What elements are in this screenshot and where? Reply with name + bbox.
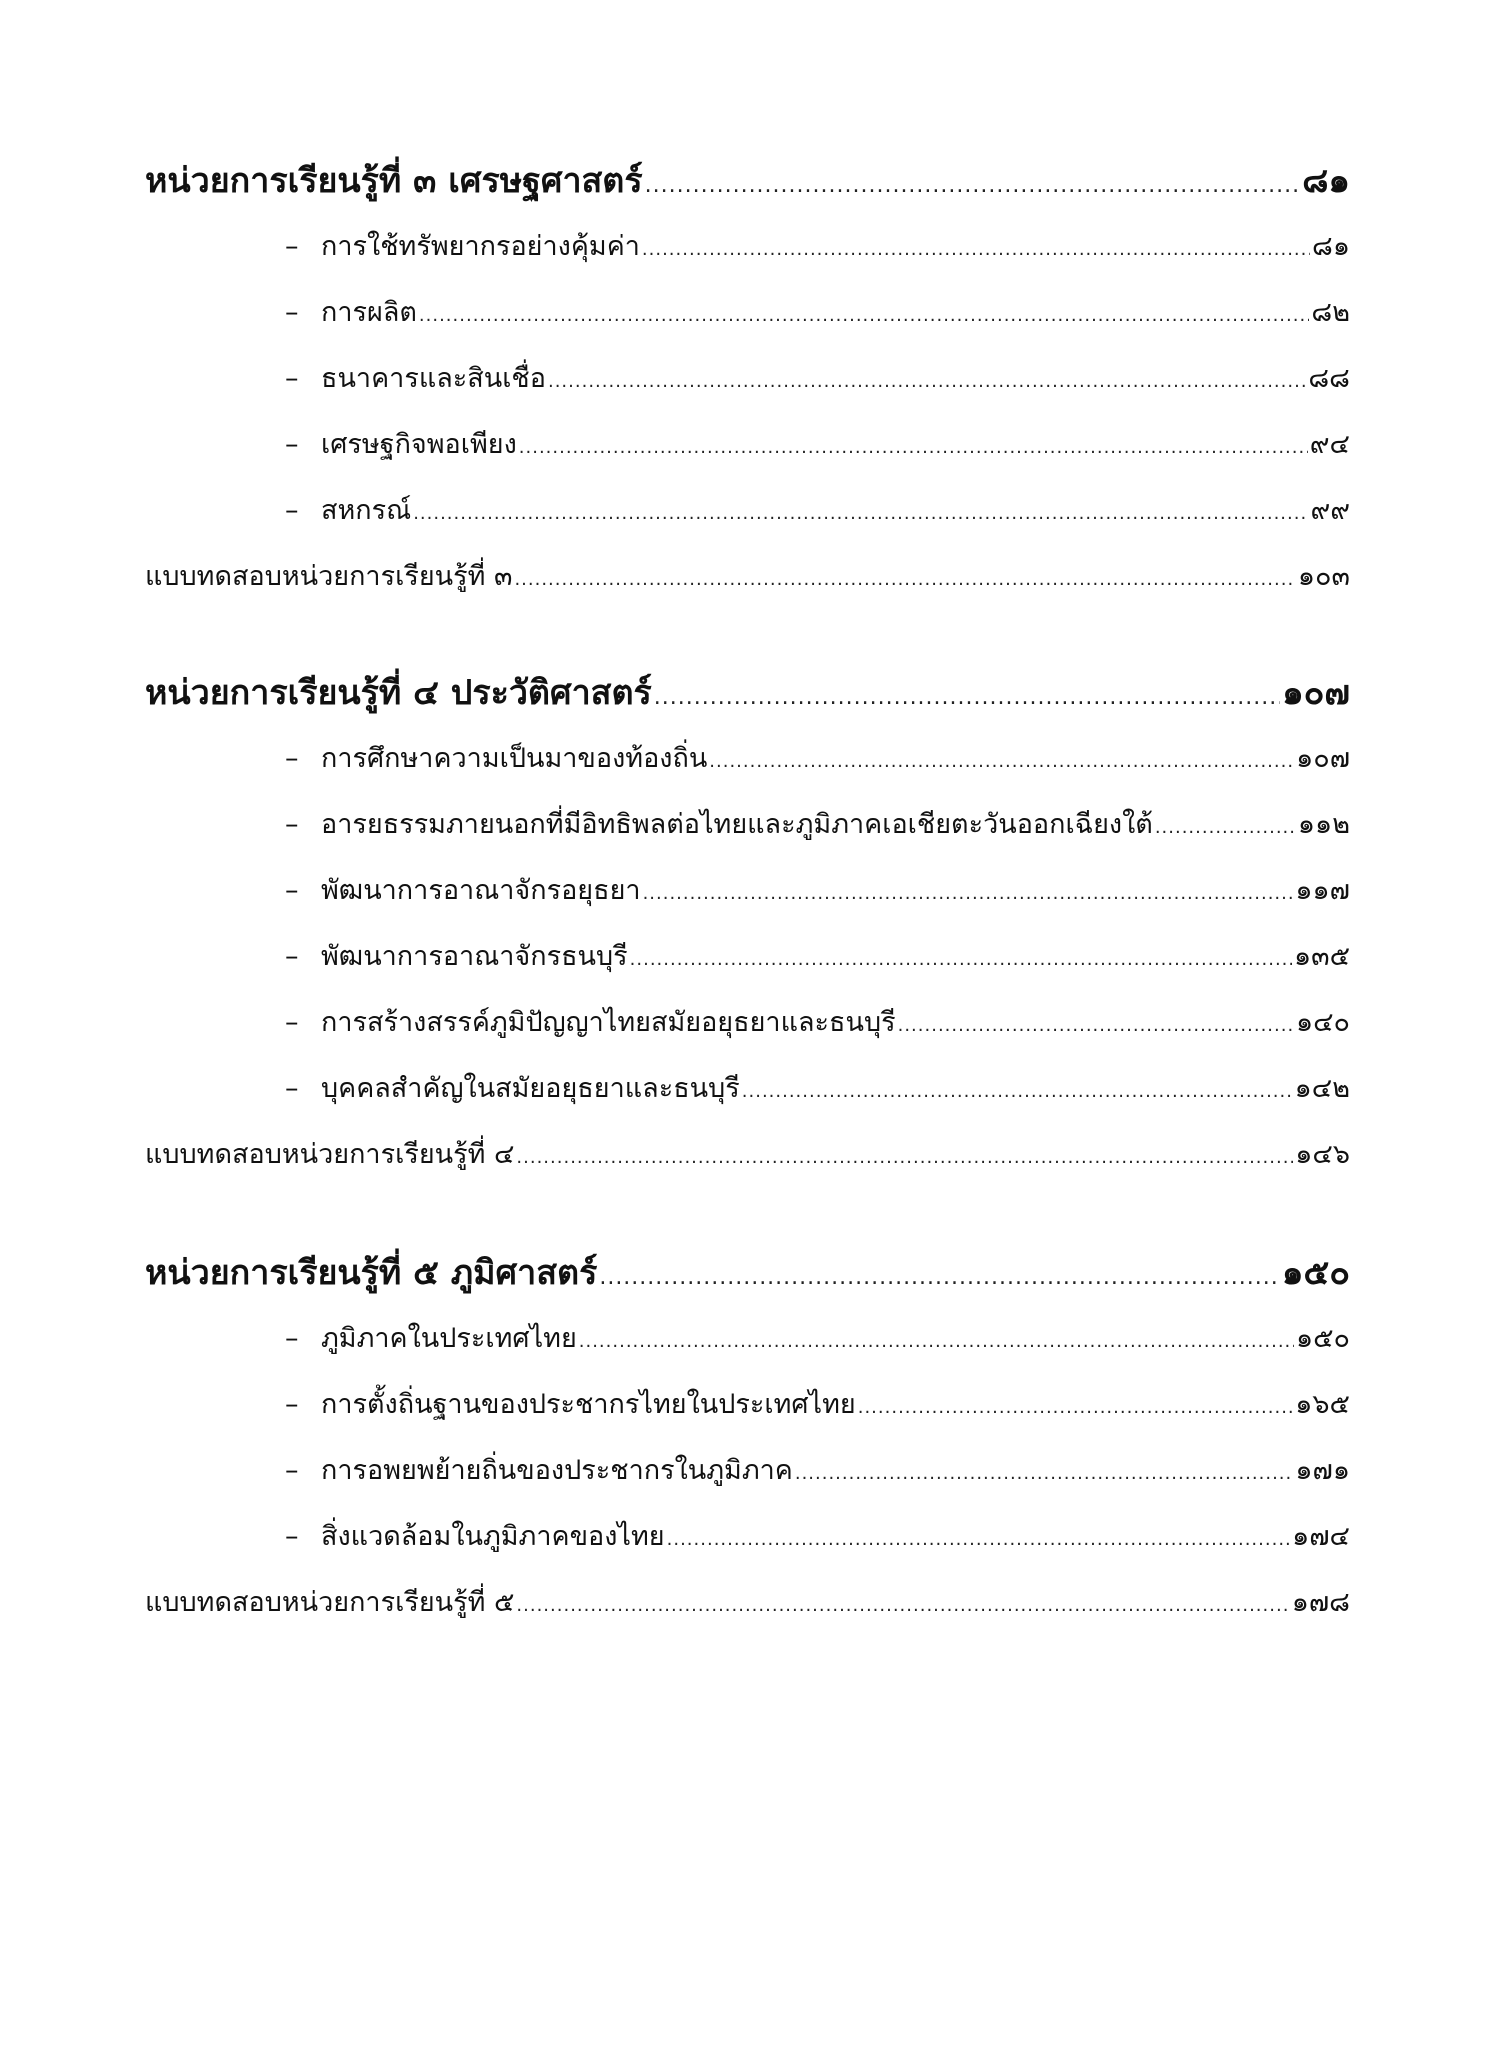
unit-test-entry[interactable] bbox=[145, 1122, 1350, 1188]
toc-entry[interactable] bbox=[145, 990, 1350, 1056]
toc-entry-page: ๙๙ bbox=[1310, 495, 1350, 526]
toc-entry[interactable] bbox=[145, 858, 1350, 924]
toc-entry[interactable] bbox=[145, 726, 1350, 792]
toc-entry-page: ๑๑๒ bbox=[1297, 809, 1350, 840]
toc-entry-title: การอพยพย้ายถิ่นของประชากรในภูมิภาค bbox=[321, 1455, 793, 1486]
toc-entry[interactable] bbox=[145, 1056, 1350, 1122]
bullet-dash: – bbox=[285, 1007, 299, 1038]
toc-entry-page: ๑๔๐ bbox=[1295, 1007, 1350, 1038]
unit-test-entry[interactable] bbox=[145, 1570, 1350, 1636]
toc-entry-title: เศรษฐกิจพอเพียง bbox=[321, 429, 517, 460]
toc-entry[interactable] bbox=[145, 1306, 1350, 1372]
toc-unit-3 bbox=[145, 148, 1350, 610]
unit-heading-page: ๑๕๐ bbox=[1281, 1253, 1350, 1293]
toc-entry-title: สหกรณ์ bbox=[321, 495, 412, 526]
toc-entry-page: ๘๑ bbox=[1312, 231, 1350, 262]
dot-leader bbox=[1155, 795, 1296, 861]
dot-leader bbox=[579, 1309, 1294, 1375]
toc-entry-page: ๑๐๗ bbox=[1296, 743, 1350, 774]
bullet-dash: – bbox=[285, 231, 299, 262]
dot-leader bbox=[898, 993, 1294, 1059]
dot-leader bbox=[514, 547, 1295, 613]
toc-entry[interactable] bbox=[145, 1372, 1350, 1438]
bullet-dash: – bbox=[285, 1521, 299, 1552]
toc-entry[interactable] bbox=[145, 1504, 1350, 1570]
dot-leader bbox=[548, 349, 1306, 415]
bullet-dash: – bbox=[285, 363, 299, 394]
toc-entry[interactable] bbox=[145, 346, 1350, 412]
unit-test-entry[interactable] bbox=[145, 544, 1350, 610]
toc-entry-title: สิ่งแวดล้อมในภูมิภาคของไทย bbox=[321, 1521, 665, 1552]
unit-test-page: ๑๗๘ bbox=[1291, 1587, 1350, 1618]
bullet-dash: – bbox=[285, 1455, 299, 1486]
toc-entry-title: พัฒนาการอาณาจักรธนบุรี bbox=[321, 941, 628, 972]
dot-leader bbox=[795, 1441, 1294, 1507]
toc-entry-page: ๑๔๒ bbox=[1294, 1073, 1350, 1104]
unit-heading-title: หน่วยการเรียนรู้ที่ ๓ เศรษฐศาสตร์ bbox=[145, 161, 643, 201]
unit-heading-page: ๑๐๗ bbox=[1282, 673, 1350, 713]
dot-leader bbox=[519, 415, 1308, 481]
toc-entry-page: ๑๑๗ bbox=[1295, 875, 1350, 906]
unit-heading-title: หน่วยการเรียนรู้ที่ ๕ ภูมิศาสตร์ bbox=[145, 1253, 598, 1293]
unit-heading[interactable] bbox=[145, 1240, 1350, 1306]
toc-entry-title: การศึกษาความเป็นมาของท้องถิ่น bbox=[321, 743, 708, 774]
dot-leader bbox=[858, 1375, 1294, 1441]
unit-heading[interactable] bbox=[145, 148, 1350, 214]
unit-test-title: แบบทดสอบหน่วยการเรียนรู้ที่ ๕ bbox=[145, 1587, 515, 1618]
unit-heading-title: หน่วยการเรียนรู้ที่ ๔ ประวัติศาสตร์ bbox=[145, 673, 652, 713]
dot-leader bbox=[516, 1573, 1289, 1639]
toc-entry-title: การผลิต bbox=[321, 297, 417, 328]
bullet-dash: – bbox=[285, 297, 299, 328]
dot-leader bbox=[645, 153, 1301, 219]
toc-entry-page: ๑๓๕ bbox=[1293, 941, 1350, 972]
bullet-dash: – bbox=[285, 429, 299, 460]
dot-leader bbox=[413, 481, 1308, 547]
toc-entry-page: ๘๒ bbox=[1311, 297, 1350, 328]
unit-test-title: แบบทดสอบหน่วยการเรียนรู้ที่ ๓ bbox=[145, 561, 513, 592]
bullet-dash: – bbox=[285, 743, 299, 774]
dot-leader bbox=[742, 1059, 1293, 1125]
toc-entry-page: ๑๗๑ bbox=[1295, 1455, 1350, 1486]
toc-entry[interactable] bbox=[145, 924, 1350, 990]
bullet-dash: – bbox=[285, 1073, 299, 1104]
toc-unit-4 bbox=[145, 660, 1350, 1188]
toc-entry-page: ๑๖๕ bbox=[1295, 1389, 1350, 1420]
toc-entry-title: อารยธรรมภายนอกที่มีอิทธิพลต่อไทยและภูมิภาคเอเชียตะวันออกเฉียงใต้ bbox=[321, 809, 1153, 840]
dot-leader bbox=[654, 665, 1280, 731]
toc-unit-5 bbox=[145, 1240, 1350, 1636]
toc-entry-title: พัฒนาการอาณาจักรอยุธยา bbox=[321, 875, 641, 906]
dot-leader bbox=[630, 927, 1292, 993]
toc-entry-page: ๘๘ bbox=[1308, 363, 1350, 394]
dot-leader bbox=[667, 1507, 1290, 1573]
dot-leader bbox=[709, 729, 1294, 795]
toc-entry[interactable] bbox=[145, 280, 1350, 346]
unit-test-title: แบบทดสอบหน่วยการเรียนรู้ที่ ๔ bbox=[145, 1139, 515, 1170]
bullet-dash: – bbox=[285, 1323, 299, 1354]
bullet-dash: – bbox=[285, 495, 299, 526]
toc-entry[interactable] bbox=[145, 478, 1350, 544]
unit-test-page: ๑๔๖ bbox=[1295, 1139, 1350, 1170]
bullet-dash: – bbox=[285, 1389, 299, 1420]
dot-leader bbox=[642, 217, 1310, 283]
toc-entry-title: ธนาคารและสินเชื่อ bbox=[321, 363, 546, 394]
bullet-dash: – bbox=[285, 875, 299, 906]
toc-entry[interactable] bbox=[145, 412, 1350, 478]
toc-entry[interactable] bbox=[145, 1438, 1350, 1504]
toc-entry-title: บุคคลสำคัญในสมัยอยุธยาและธนบุรี bbox=[321, 1073, 740, 1104]
toc-entry-page: ๑๕๐ bbox=[1295, 1323, 1350, 1354]
toc-entry[interactable] bbox=[145, 214, 1350, 280]
dot-leader bbox=[419, 283, 1309, 349]
toc-entry-title: การใช้ทรัพยากรอย่างคุ้มค่า bbox=[321, 231, 640, 262]
unit-heading[interactable] bbox=[145, 660, 1350, 726]
toc-entry-title: การตั้งถิ่นฐานของประชากรไทยในประเทศไทย bbox=[321, 1389, 856, 1420]
toc-entry-title: ภูมิภาคในประเทศไทย bbox=[321, 1323, 577, 1354]
bullet-dash: – bbox=[285, 809, 299, 840]
dot-leader bbox=[599, 1245, 1280, 1311]
dot-leader bbox=[516, 1125, 1293, 1191]
toc-entry[interactable] bbox=[145, 792, 1350, 858]
toc-entry-title: การสร้างสรรค์ภูมิปัญญาไทยสมัยอยุธยาและธนบุรี bbox=[321, 1007, 896, 1038]
dot-leader bbox=[643, 861, 1294, 927]
unit-heading-page: ๘๑ bbox=[1302, 161, 1350, 201]
toc-entry-page: ๑๗๔ bbox=[1292, 1521, 1350, 1552]
toc-entry-page: ๙๔ bbox=[1309, 429, 1350, 460]
bullet-dash: – bbox=[285, 941, 299, 972]
unit-test-page: ๑๐๓ bbox=[1297, 561, 1350, 592]
